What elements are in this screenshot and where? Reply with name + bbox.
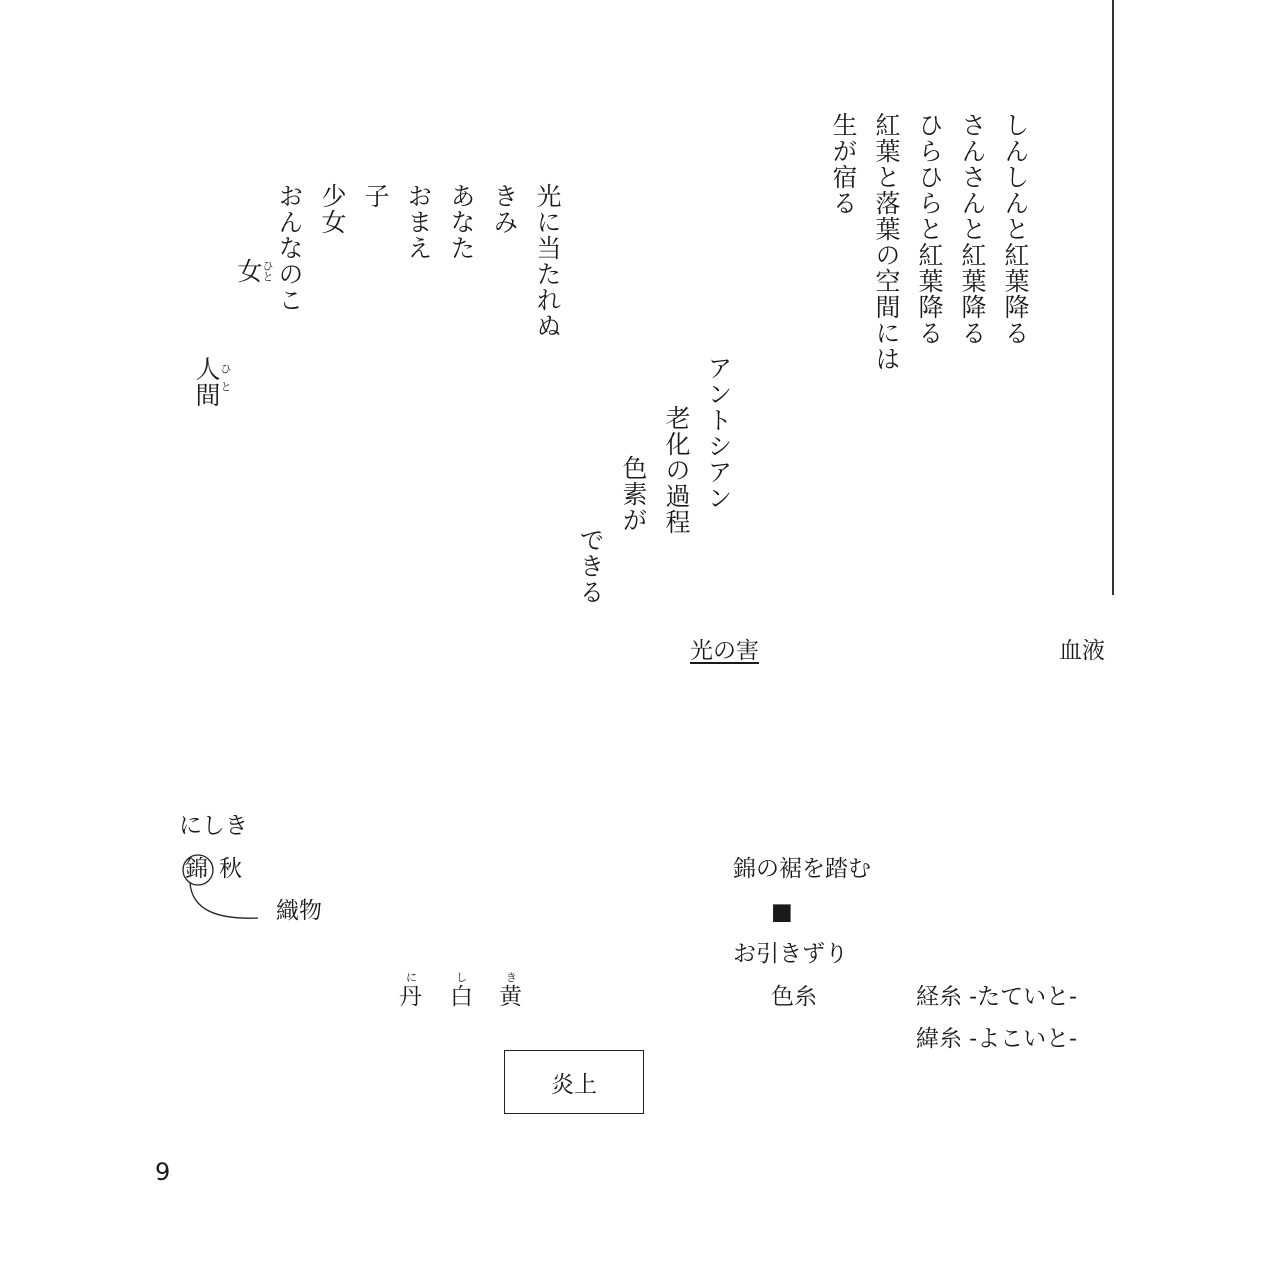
sci-shikiso: 色素が [619, 455, 648, 533]
sci-anthocyan: アントシアン [704, 355, 733, 511]
note-fumu: 錦の裾を踏む [733, 856, 871, 882]
poem-line-2: さんさんと紅葉降る [958, 112, 987, 346]
poem-line-5: 生が宿る [829, 112, 858, 216]
note-square: ■ [771, 899, 793, 925]
circle-connector-icon [168, 845, 278, 925]
poem-line-1: しんしんと紅葉降る [1001, 112, 1030, 346]
color-ki: 黄 [499, 984, 522, 1010]
note-tateito: 経糸 -たていと- [916, 984, 1077, 1010]
nishiki-aki: 秋 [219, 856, 242, 882]
word-shoujo: 少女 [318, 183, 347, 235]
label-hikari-no-gai: 光の害 [690, 638, 759, 664]
word-onna: 女 [234, 258, 263, 284]
note-iroito: 色糸 [771, 984, 817, 1010]
word-ningen-ruby: ひと [219, 363, 232, 399]
nishiki-reading: にしき [179, 813, 248, 839]
word-onna-ruby: ひと [261, 260, 274, 282]
color-tan-ruby: に [406, 971, 417, 984]
note-yokoito: 緯糸 -よこいと- [916, 1026, 1077, 1052]
word-ningen: 人間 [192, 356, 221, 408]
word-kimi: きみ [490, 183, 519, 235]
sci-dekiru: できる [576, 527, 605, 605]
word-anata: あなた [447, 183, 476, 261]
page-number: 9 [155, 1158, 171, 1186]
enjou-box [504, 1050, 644, 1114]
word-hikari: 光に当たれぬ [533, 183, 562, 339]
nishiki-orimono: 織物 [276, 898, 322, 924]
word-omae: おまえ [404, 183, 433, 261]
note-ohikizuri: お引きずり [733, 941, 848, 967]
color-shiro: 白 [450, 984, 473, 1010]
enjou-label: 炎上 [551, 1071, 597, 1098]
word-onnanoko: おんなのこ [275, 183, 304, 313]
label-ketsueki: 血液 [1059, 638, 1105, 664]
color-shiro-ruby: し [456, 971, 467, 984]
color-tan: 丹 [399, 984, 422, 1010]
word-ko: 子 [361, 183, 390, 209]
vertical-rule [1112, 0, 1114, 595]
poem-line-4: 紅葉と落葉の空間には [872, 112, 901, 372]
poem-line-3: ひらひらと紅葉降る [915, 112, 944, 346]
color-ki-ruby: き [506, 971, 517, 984]
sci-roka: 老化の過程 [662, 405, 691, 535]
nishiki-kanji: 錦 [185, 856, 208, 882]
